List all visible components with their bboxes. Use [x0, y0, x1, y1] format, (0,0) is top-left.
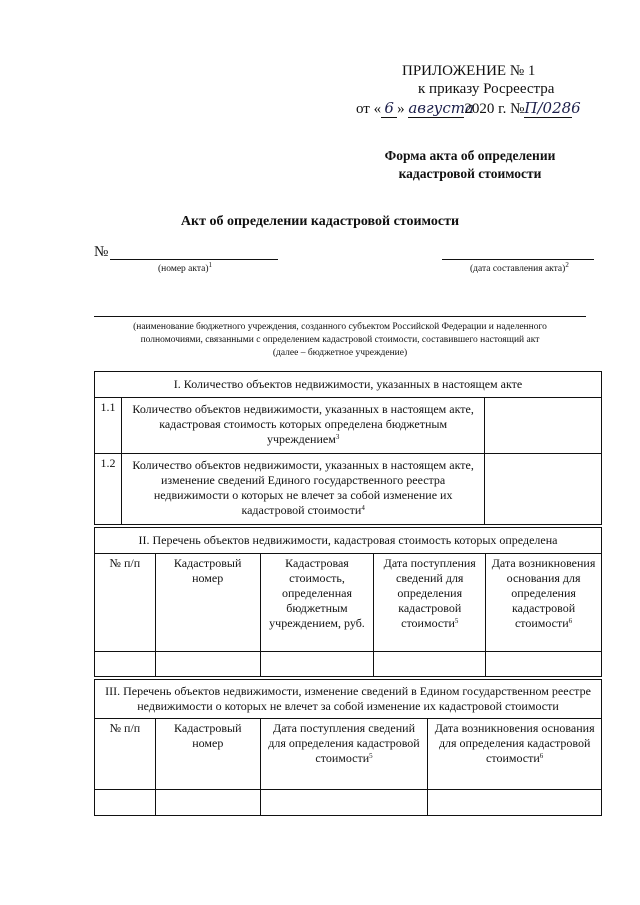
appendix-title: ПРИЛОЖЕНИЕ № 1 [402, 63, 536, 79]
row-number: 1.1 [95, 398, 122, 454]
table-header-row [95, 719, 602, 790]
cell-info-date[interactable] [260, 790, 428, 816]
section-2-table [94, 527, 602, 677]
form-title-line-2: кадастровой стоимости [398, 166, 542, 181]
footnote-1: 1 [208, 261, 213, 269]
col-header-info-date: Дата поступления сведений для определения кадастровой стоимости$^5$ [260, 719, 428, 790]
cell-cadastral-value[interactable] [260, 652, 374, 677]
act-date-caption: (дата составления акта)$^2$ [470, 261, 569, 274]
institution-caption-line-2: полномочиями, связанными с определением кадастровой стоимости, составившего настоящий акт [140, 335, 540, 345]
number-sign: № [94, 244, 109, 260]
col-header-cadastral-number: Кадастровый номер [155, 554, 260, 652]
cell-cadastral-number[interactable] [155, 652, 260, 677]
footnote-2: 2 [565, 261, 569, 269]
table-row [95, 790, 602, 816]
cell-info-date[interactable] [374, 652, 486, 677]
institution-caption [70, 321, 610, 360]
table-row [95, 398, 602, 454]
order-month: августа [408, 99, 474, 117]
institution-caption-line-3: (далее – бюджетное учреждение) [272, 348, 408, 358]
order-number: П/0286 [524, 99, 581, 117]
footnote-5: 5 [454, 617, 459, 625]
section-2-title: II. Перечень объектов недвижимости, кадастровая стоимость которых определена [95, 528, 602, 554]
act-date-field[interactable] [442, 259, 594, 260]
section-3-table [94, 679, 602, 816]
col-header-info-date: Дата поступления сведений для определения кадастровой стоимости$^5$ [374, 554, 486, 652]
order-year: 2020 г. № [464, 101, 525, 117]
footnote-6: 6 [539, 752, 544, 760]
order-reference: к приказу Росреестра [418, 81, 555, 97]
act-number-field[interactable] [110, 259, 278, 260]
row-description: Количество объектов недвижимости, указанных в настоящем акте, изменение сведений Единого государственного реестра недвижимости о которых не влечет за собой изменение их кадастровой стоимости$^4$ [121, 454, 484, 525]
institution-name-field[interactable] [94, 316, 586, 317]
col-header-basis-date: Дата возникновения основания для определения кадастровой стоимости$^6$ [486, 554, 602, 652]
order-day: 6 [381, 99, 397, 118]
section-1-title: I. Количество объектов недвижимости, указанных в настоящем акте [95, 372, 602, 398]
col-header-basis-date: Дата возникновения основания для определения кадастровой стоимости$^6$ [428, 719, 602, 790]
col-header-number: № п/п [95, 554, 156, 652]
order-quote-close: » [397, 101, 405, 117]
section-3-title: III. Перечень объектов недвижимости, изменение сведений в Едином государственном реестре недвижимости о которых не влечет за собой изменение их кадастровой стоимости [95, 680, 602, 719]
order-from-label: от « [356, 101, 382, 117]
col-header-number: № п/п [95, 719, 156, 790]
row-number: 1.2 [95, 454, 122, 525]
objects-count-cell[interactable] [485, 454, 602, 525]
col-header-cadastral-value: Кадастровая стоимость, определенная бюджетным учреждением, руб. [260, 554, 374, 652]
act-number-caption: (номер акта)$^1$ [158, 261, 213, 274]
objects-count-cell[interactable] [485, 398, 602, 454]
row-description: Количество объектов недвижимости, указанных в настоящем акте, кадастровая стоимость которых определена бюджетным учреждением$^3$ [121, 398, 484, 454]
cell-basis-date[interactable] [428, 790, 602, 816]
footnote-4: 4 [361, 504, 365, 512]
table-row [95, 652, 602, 677]
section-1-table [94, 371, 602, 525]
institution-caption-line-1: (наименование бюджетного учреждения, созданного субъектом Российской Федерации и наделенного [133, 322, 547, 332]
act-title: Акт об определении кадастровой стоимости [180, 214, 460, 229]
cell-number[interactable] [95, 652, 156, 677]
cell-number[interactable] [95, 790, 156, 816]
footnote-3: 3 [335, 433, 340, 441]
footnote-5: 5 [369, 752, 373, 760]
cell-cadastral-number[interactable] [155, 790, 260, 816]
cell-basis-date[interactable] [486, 652, 602, 677]
form-title-line-1: Форма акта об определении [384, 148, 556, 163]
table-row [95, 454, 602, 525]
footnote-6: 6 [568, 617, 573, 625]
form-title [360, 147, 580, 183]
col-header-cadastral-number: Кадастровый номер [155, 719, 260, 790]
table-header-row [95, 554, 602, 652]
order-date-line [356, 99, 581, 118]
